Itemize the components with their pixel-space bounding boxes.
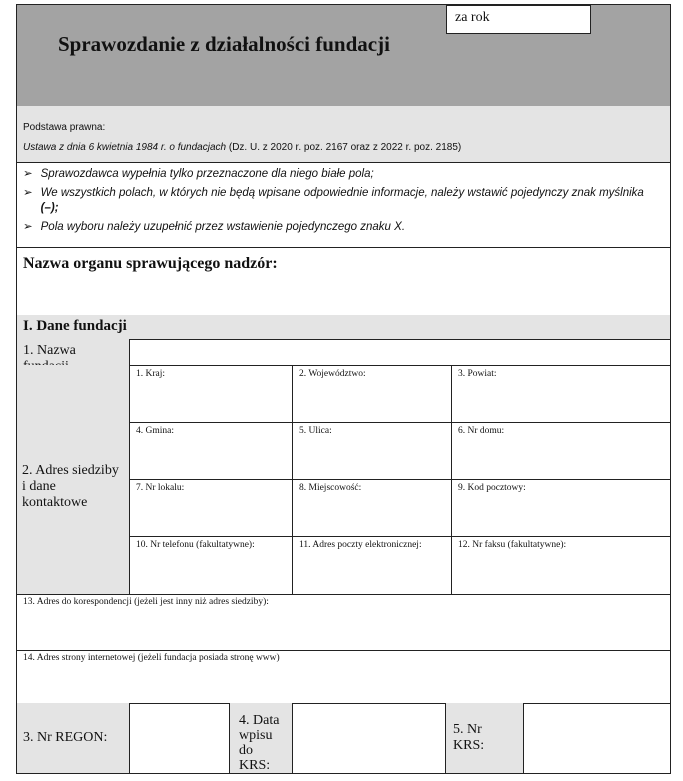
- krs-field[interactable]: [523, 703, 671, 774]
- address-field[interactable]: [129, 536, 293, 595]
- address-field-label: 10. Nr telefonu (fakultatywne):: [136, 540, 255, 550]
- regon-label: 3. Nr REGON:: [23, 730, 108, 745]
- legal-basis: [16, 106, 671, 163]
- address-field-label: 1. Kraj:: [136, 369, 166, 379]
- address-field[interactable]: [451, 536, 671, 595]
- arrow-bullet-icon: ➢: [23, 221, 33, 233]
- address-field[interactable]: [292, 365, 452, 423]
- address-field[interactable]: [292, 536, 452, 595]
- page-title: Sprawozdanie z działalności fundacji: [58, 32, 390, 56]
- address-field[interactable]: [129, 422, 293, 480]
- krs-date-label: 4. Data wpisu do KRS:: [239, 713, 280, 773]
- instruction-item: [23, 186, 664, 216]
- correspondence-field[interactable]: [16, 594, 671, 651]
- legal-basis-act-title: Ustawa z dnia 6 kwietnia 1984 r. o fundacjach: [23, 142, 227, 153]
- section-header: [16, 315, 671, 340]
- name-label-cell: [16, 339, 130, 366]
- address-label: 2. Adres siedziby i dane kontaktowe: [22, 462, 119, 510]
- za-rok-field[interactable]: [446, 5, 591, 34]
- name-label: 1. Nazwa: [23, 343, 76, 358]
- correspondence-label: 13. Adres do korespondencji (jeżeli jest inny niż adres siedziby):: [23, 597, 269, 607]
- address-field[interactable]: [292, 479, 452, 537]
- instruction-item: [23, 220, 664, 235]
- address-field-label: 4. Gmina:: [136, 426, 174, 436]
- address-field-label: 6. Nr domu:: [458, 426, 505, 436]
- za-rok-label: za rok: [455, 10, 490, 25]
- regon-label-cell: [16, 703, 130, 774]
- address-field[interactable]: [451, 422, 671, 480]
- address-field[interactable]: [451, 365, 671, 423]
- address-field-label: 7. Nr lokalu:: [136, 483, 185, 493]
- krs-date-field[interactable]: [292, 703, 446, 774]
- arrow-bullet-icon: ➢: [23, 187, 33, 199]
- arrow-bullet-icon: ➢: [23, 168, 33, 180]
- address-field-label: 3. Powiat:: [458, 369, 497, 379]
- section-title: I. Dane fundacji: [23, 318, 127, 334]
- instruction-text: Sprawozdawca wypełnia tylko przeznaczone dla niego białe pola;: [40, 168, 374, 180]
- krs-label-cell: [445, 703, 524, 774]
- legal-basis-act-ref: (Dz. U. z 2020 r. poz. 2167 oraz z 2022 r. poz. 2185): [226, 142, 462, 153]
- address-field-label: 12. Nr faksu (fakultatywne):: [458, 540, 567, 550]
- legal-basis-act: [23, 142, 664, 153]
- address-field-label: 11. Adres poczty elektronicznej:: [299, 540, 422, 550]
- address-field[interactable]: [451, 479, 671, 537]
- address-field[interactable]: [129, 365, 293, 423]
- name-field[interactable]: [129, 339, 671, 366]
- address-label-cell: [16, 365, 130, 595]
- address-field-label: 8. Miejscowość:: [299, 483, 362, 493]
- supervisor-label: Nazwa organu sprawującego nadzór:: [23, 255, 278, 272]
- instruction-text: Pola wyboru należy uzupełnić przez wstawienie pojedynczego znaku X.: [40, 221, 406, 233]
- website-field[interactable]: [16, 650, 671, 704]
- krs-label: 5. Nr KRS:: [453, 722, 485, 753]
- legal-basis-label: Podstawa prawna:: [23, 122, 106, 133]
- address-field-label: 5. Ulica:: [299, 426, 332, 436]
- supervisor-field[interactable]: [16, 247, 671, 316]
- address-field[interactable]: [292, 422, 452, 480]
- instruction-item: [23, 167, 664, 182]
- address-field-label: 9. Kod pocztowy:: [458, 483, 526, 493]
- website-label: 14. Adres strony internetowej (jeżeli fundacja posiada stronę www): [23, 653, 280, 663]
- krs-date-label-cell: [229, 703, 293, 774]
- instruction-dash-sign: (–);: [40, 202, 59, 214]
- instruction-text: We wszystkich polach, w których nie będą wpisane odpowiednie informacje, należy wstawić pojedynczy znak myślnika: [40, 187, 644, 199]
- instructions-box: [16, 162, 671, 248]
- regon-field[interactable]: [129, 703, 230, 774]
- address-field[interactable]: [129, 479, 293, 537]
- address-field-label: 2. Województwo:: [299, 369, 366, 379]
